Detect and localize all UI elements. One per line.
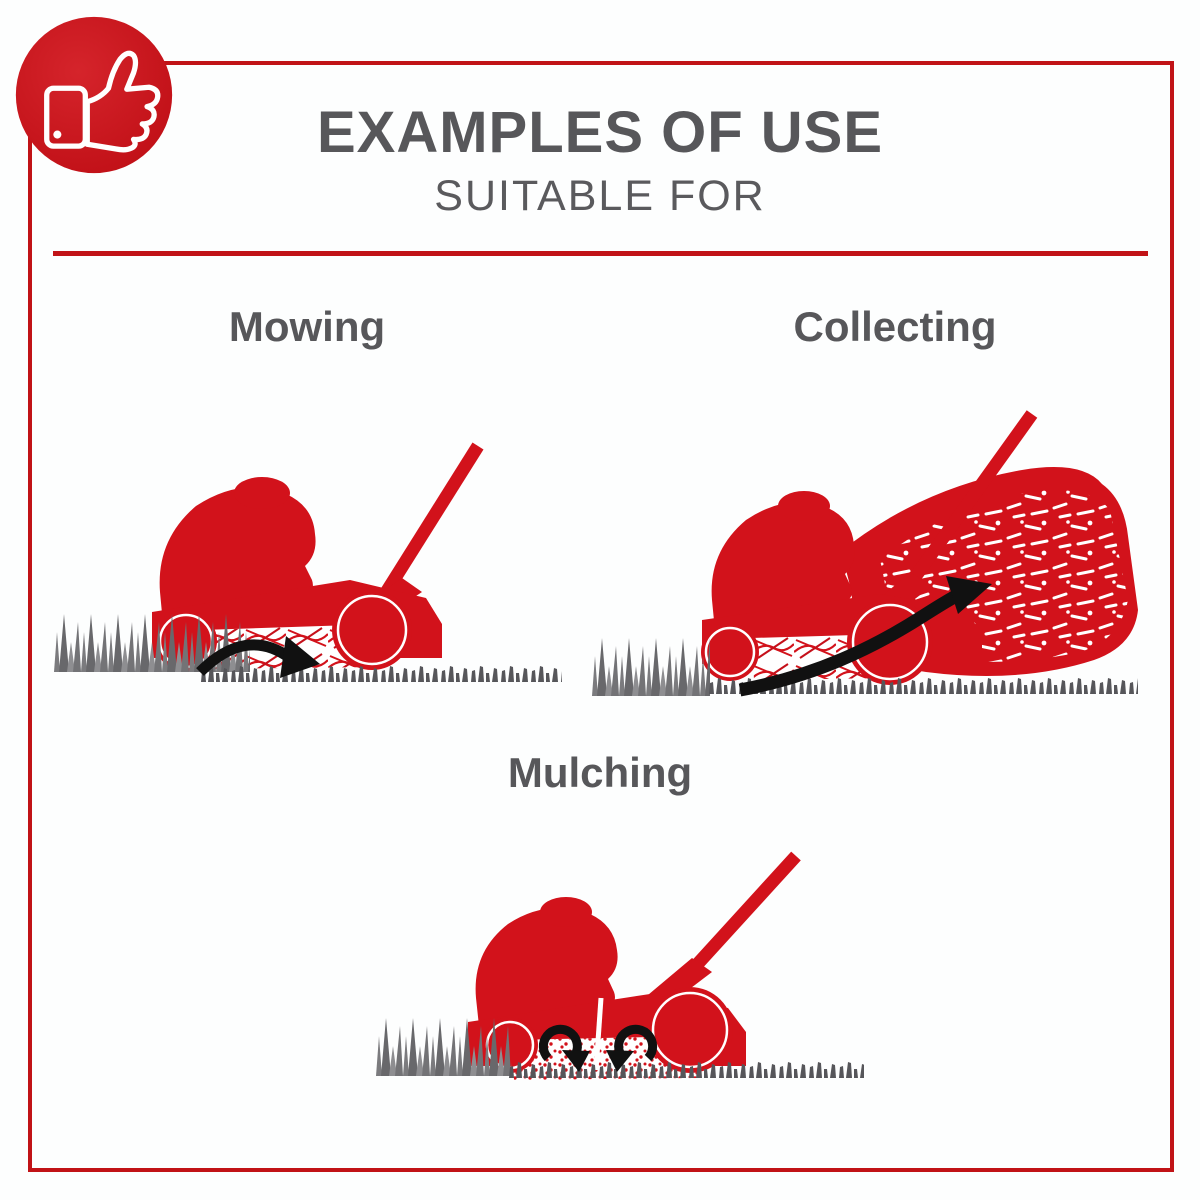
cut-stubble [200,666,562,682]
tall-grass [376,1016,512,1076]
device-dot [53,131,61,139]
tall-grass [592,636,710,696]
badge-circle [16,17,172,173]
mower-handle [375,446,478,610]
collecting-illustration [590,400,1150,700]
tall-grass [54,612,250,672]
cut-stubble [508,1062,864,1078]
mowing-label: Mowing [228,303,386,350]
page-subtitle: SUITABLE FOR [434,172,766,220]
collecting-label: Collecting [793,303,997,350]
approval-badge [12,13,176,177]
mowing-illustration [50,420,570,700]
mulching-illustration [350,840,870,1100]
mulching-label: Mulching [507,749,693,796]
front-wheel [332,590,412,670]
lawn-mower-icon [468,856,796,1080]
page-title: EXAMPLES OF USE [316,100,884,165]
front-wheel [647,987,733,1073]
title-divider [53,251,1148,256]
